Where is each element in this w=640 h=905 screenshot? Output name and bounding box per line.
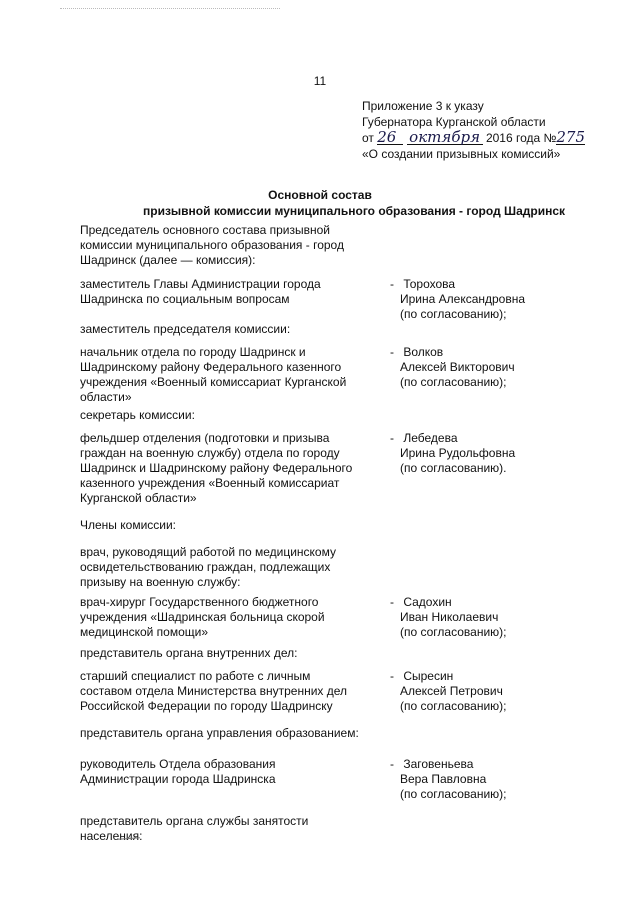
dash-mark: - (390, 431, 394, 445)
deputy-name (390, 345, 630, 390)
surname: - Волков (390, 345, 444, 359)
chair-name (390, 277, 630, 322)
scan-artifact (60, 8, 280, 11)
annex-line-2: Губернатора Курганской области (362, 115, 546, 129)
text-line: представитель органа службы занятости (80, 814, 309, 828)
text-line: Шадринск и Шадринскому району Федерального (80, 461, 353, 475)
full-name: Вера Павловна (400, 772, 487, 786)
text-line: Шадринск (далее — комиссия): (80, 253, 256, 267)
surgeon-position (80, 595, 385, 640)
annex-date-line (362, 130, 632, 146)
annex-line-4: «О создании призывных комиссий» (362, 147, 561, 161)
annex-header (362, 98, 632, 162)
text-line: учреждения «Военный комиссариат Курганской (80, 375, 347, 389)
text-line: врач, руководящий работой по медицинскому (80, 545, 336, 559)
text-line: Шадринска по социальным вопросам (80, 292, 290, 306)
annex-line-1: Приложение 3 к указу (362, 99, 484, 113)
full-name: Ирина Александровна (400, 292, 526, 306)
document-title (0, 187, 640, 219)
text-line: фельдшер отделения (подготовки и призыва (80, 431, 330, 445)
page-number: 11 (313, 74, 327, 88)
full-name: Алексей Викторович (400, 360, 515, 374)
text-line: комиссии муниципального образования - город (80, 238, 344, 252)
agreement-note: (по согласованию); (400, 307, 507, 321)
secretary-position (80, 431, 385, 506)
surname: - Заговеньева (390, 757, 474, 771)
text-line: населения: (80, 829, 143, 843)
chair-position (80, 277, 385, 307)
text-line: Шадринскому району Федерального казенного (80, 360, 342, 374)
dash-mark: - (390, 757, 394, 771)
text-line: заместитель Главы Администрации города (80, 277, 321, 291)
chair-intro (80, 223, 385, 268)
agreement-note: (по согласованию); (400, 625, 507, 639)
secretary-name (390, 431, 630, 476)
police-name (390, 669, 630, 714)
surgeon-name (390, 595, 630, 640)
education-position (80, 757, 385, 787)
dash-mark: - (390, 277, 394, 291)
text-line: Председатель основного состава призывной (80, 223, 331, 237)
dash-mark: - (390, 345, 394, 359)
agreement-note: (по согласованию); (400, 699, 507, 713)
police-position (80, 669, 385, 714)
annex-from: от (362, 131, 374, 145)
title-line-1: Основной состав (268, 188, 372, 202)
surname: - Сыресин (390, 669, 454, 683)
deputy-position (80, 345, 385, 405)
handwritten-month: октября (407, 130, 483, 145)
text-line: области» (80, 390, 132, 404)
full-name: Ирина Рудольфовна (400, 446, 516, 460)
text-line: составом отдела Министерства внутренних дел (80, 684, 348, 698)
annex-year: 2016 года № (485, 131, 557, 145)
deputy-intro: заместитель председателя комиссии: (80, 322, 291, 336)
full-name: Иван Николаевич (400, 610, 499, 624)
text-line: Администрации города Шадринска (80, 772, 276, 786)
text-line: учреждения «Шадринская больница скорой (80, 610, 325, 624)
police-intro: представитель органа внутренних дел: (80, 646, 298, 660)
full-name: Алексей Петрович (400, 684, 503, 698)
surname: - Лебедева (390, 431, 458, 445)
dash-mark: - (390, 669, 394, 683)
text-line: старший специалист по работе с личным (80, 669, 311, 683)
text-line: граждан на военную службу) отдела по городу (80, 446, 340, 460)
handwritten-day: 26 (377, 130, 403, 145)
education-name (390, 757, 630, 802)
agreement-note: (по согласованию); (400, 375, 507, 389)
doctor-intro (80, 545, 385, 590)
handwritten-number: 275 (556, 128, 586, 146)
title-line-2: призывной комиссии муниципального образования - город Шадринск (143, 204, 565, 218)
text-line: Российской Федерации по городу Шадринску (80, 699, 333, 713)
dash-mark: - (390, 595, 394, 609)
text-line: Курганской области» (80, 491, 197, 505)
text-line: руководитель Отдела образования (80, 757, 276, 771)
text-line: освидетельствованию граждан, подлежащих (80, 560, 331, 574)
agreement-note: (по согласованию). (400, 461, 507, 475)
text-line: врач-хирург Государственного бюджетного (80, 595, 319, 609)
agreement-note: (по согласованию); (400, 787, 507, 801)
surname: - Садохин (390, 595, 452, 609)
secretary-intro: секретарь комиссии: (80, 408, 195, 422)
text-line: медицинской помощи» (80, 625, 209, 639)
text-line: призыву на военную службу: (80, 575, 241, 589)
members-intro: Члены комиссии: (80, 518, 177, 532)
surname: - Торохова (390, 277, 456, 291)
text-line: казенного учреждения «Военный комиссариат (80, 476, 340, 490)
education-intro: представитель органа управления образованием: (80, 726, 359, 740)
text-line: начальник отдела по городу Шадринск и (80, 345, 306, 359)
